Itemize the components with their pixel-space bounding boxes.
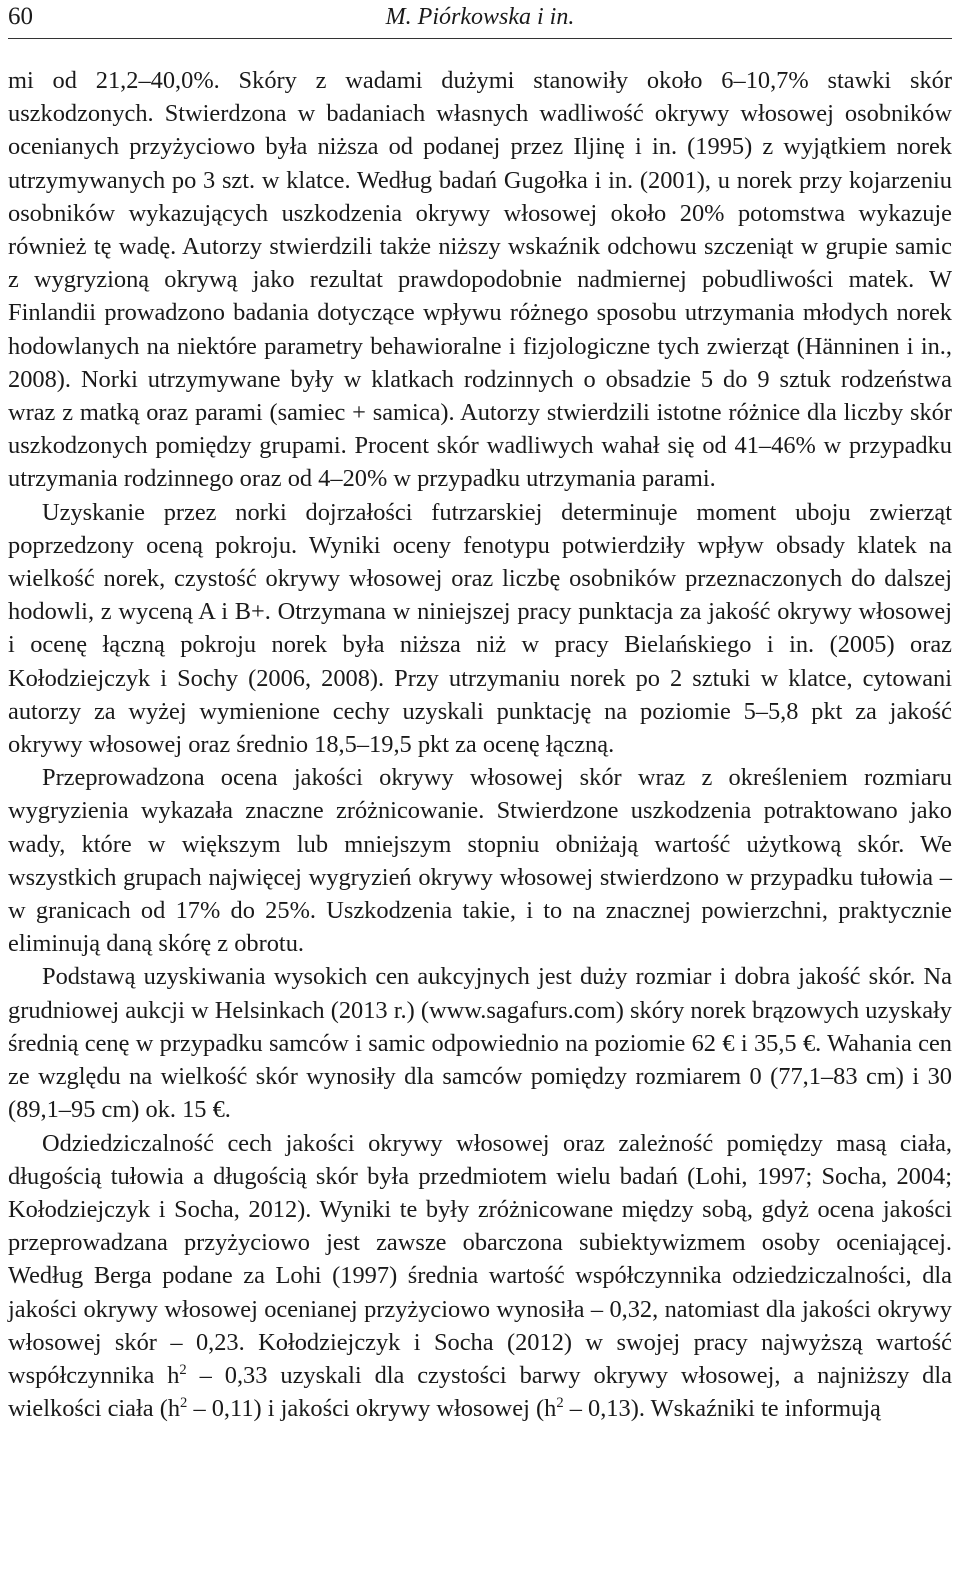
text-run: Odziedziczalność cech jakości okrywy włosowej oraz zależność pomiędzy masą ciała, długością tułowia a długością skór była przedmiotem wielu badań (Lohi, 1997; Socha, 2004; Kołodziejczyk i Socha, 2012). Wyniki te były zróżnicowane między sobą, gdyż ocena jakości przeprowadzana przyżyciowo jest zawsze obarczona subiektywizmem osoby oceniającej. Według Berga podane za Lohi (1997) średnia wartość współczynnika odziedziczalności, dla jakości okrywy włosowej ocenianej przyżyciowo wynosiła – 0,32, natomiast dla jakości okrywy włosowej skór – 0,23. Kołodziejczyk i Socha (2012) w swojej pracy najwyższą wartość współczynnika h	[8, 1129, 952, 1389]
running-head: M. Piórkowska i in.	[385, 4, 575, 30]
body-text	[8, 64, 952, 1425]
paragraph: Podstawą uzyskiwania wysokich cen aukcyjnych jest duży rozmiar i dobra jakość skór. Na grudniowej aukcji w Helsinkach (2013 r.) (www.sagafurs.com) skóry norek brązowych uzyskały średnią cenę w przypadku samców i samic odpowiednio na poziomie 62 € i 35,5 €. Wahania cen ze względu na wielkość skór wynosiły dla samców pomiędzy rozmiarem 0 (77,1–83 cm) i 30 (89,1–95 cm) ok. 15 €.	[8, 963, 952, 1124]
header-rule	[8, 38, 952, 39]
text-run: – 0,11) i jakości okrywy włosowej (h	[187, 1395, 557, 1423]
superscript: 2	[179, 1361, 187, 1378]
superscript: 2	[556, 1395, 564, 1411]
text-run: – 0,13). Wskaźniki te informują	[563, 1395, 881, 1423]
paragraph: Przeprowadzona ocena jakości okrywy włosowej skór wraz z określeniem rozmiaru wygryzienia wykazała znaczne zróżnicowanie. Stwierdzone uszkodzenia potraktowano jako wady, które w większym lub mniejszym stopniu obniżają wartość użytkową skór. We wszystkich grupach najwięcej wygryzień okrywy włosowej stwierdzono w przypadku tułowia – w granicach od 17% do 25%. Uszkodzenia takie, i to na znacznej powierzchni, praktycznie eliminują daną skórę z obrotu.	[8, 764, 952, 958]
paragraph-last	[8, 1127, 952, 1426]
text-run: – 0,33 uzyskali dla czystości barwy okrywy włosowej, a najniższy dla wielkości ciała (h	[8, 1361, 952, 1423]
page-header	[0, 0, 960, 44]
paragraph: Uzyskanie przez norki dojrzałości futrzarskiej determinuje moment uboju zwierząt poprzedzony oceną pokroju. Wyniki oceny fenotypu potwierdziły wpływ obsady klatek na wielkość norek, czystość okrywy włosowej oraz liczbę osobników przeznaczonych do dalszej hodowli, z wyceną A i B+. Otrzymana w niniejszej pracy punktacja za jakość okrywy włosowej i ocenę łączną pokroju norek była niższa niż w pracy Bielańskiego i in. (2005) oraz Kołodziejczyk i Sochy (2006, 2008). Przy utrzymaniu norek po 2 sztuki w klatce, cytowani autorzy za wyżej wymienione cechy uzyskali punktację na poziomie 5–5,8 pkt za jakość okrywy włosowej oraz średnio 18,5–19,5 pkt za ocenę łączną.	[8, 498, 952, 759]
paragraph: mi od 21,2–40,0%. Skóry z wadami dużymi stanowiły około 6–10,7% stawki skór uszkodzonych. Stwierdzona w badaniach własnych wadliwość okrywy włosowej osobników ocenianych przyżyciowo była niższa od podanej przez Iljinę i in. (1995) z wyjątkiem norek utrzymywanych po 3 szt. w klatce. Według badań Gugołka i in. (2001), u norek przy kojarzeniu osobników wykazujących uszkodzenia okrywy włosowej około 20% potomstwa wykazuje również tę wadę. Autorzy stwierdzili także niższy wskaźnik odchowu szczeniąt w grupie samic z wygryzioną okrywą jako rezultat prawdopodobnie nadmiernej pobudliwości matek. W Finlandii prowadzono badania dotyczące wpływu różnego sposobu utrzymania młodych norek hodowlanych na niektóre parametry behawioralne i fizjologiczne tych zwierząt (Hänninen i in., 2008). Norki utrzymywane były w klatkach rodzinnych o obsadzie 5 do 9 sztuk rodzeństwa wraz z matką oraz parami (samiec + samica). Autorzy stwierdzili istotne różnice dla liczby skór uszkodzonych pomiędzy grupami. Procent skór wadliwych wahał się od 41–46% w przypadku utrzymania rodzinnego oraz od 4–20% w przypadku utrzymania parami.	[8, 67, 952, 493]
page-number: 60	[8, 3, 33, 30]
superscript: 2	[180, 1395, 188, 1411]
